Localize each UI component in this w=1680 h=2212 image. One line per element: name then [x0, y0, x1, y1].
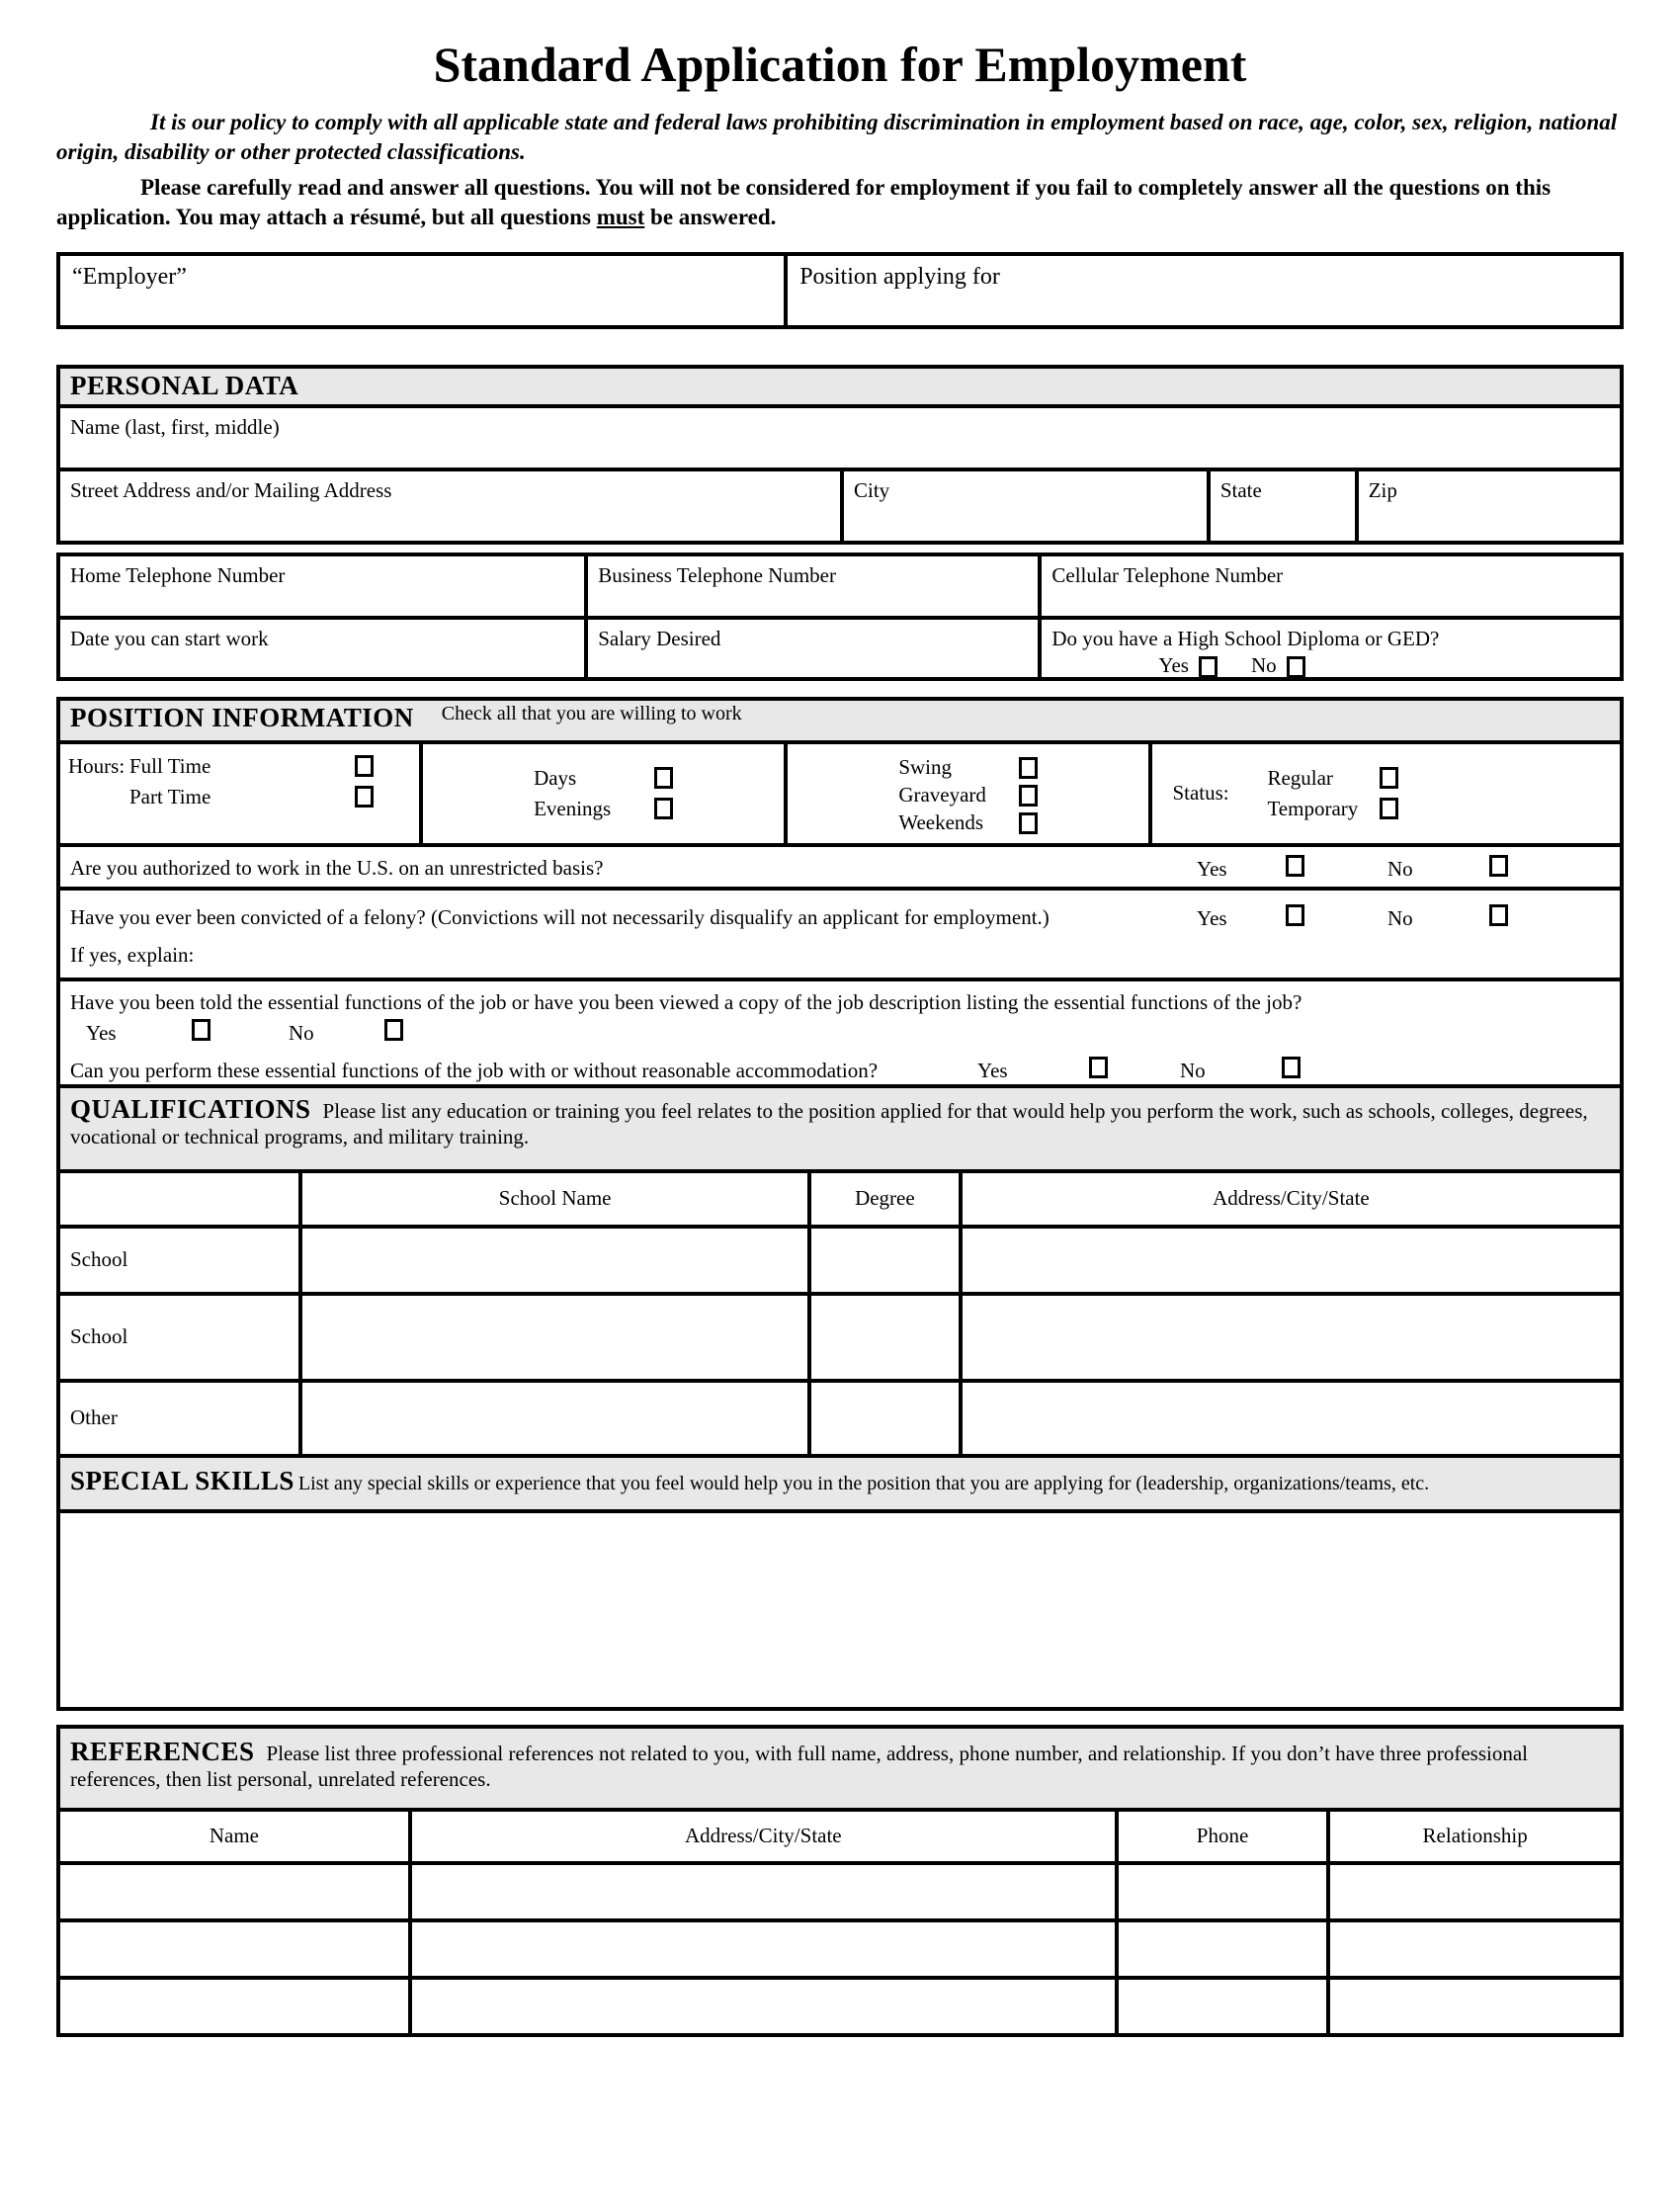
evenings-checkbox[interactable] — [654, 798, 673, 819]
references-description: Please list three professional references not related to you, with full name, address, phone number, and relationship. If you don’t have three professional references, then list personal, unrelated references. — [70, 1741, 1529, 1791]
temporary-checkbox[interactable] — [1380, 798, 1398, 819]
essential-functions-cell — [60, 981, 1620, 1084]
authorized-no-checkbox[interactable] — [1489, 855, 1508, 877]
policy-statement: It is our policy to comply with all applicable state and federal laws prohibiting discrimination in employment based on race, age, color, sex, religion, national origin, disability or other protected classifications. — [56, 110, 1618, 164]
city-field[interactable] — [840, 471, 1207, 541]
perform-question: Can you perform these essential functions of the job with or without reasonable accommodation? — [70, 1058, 879, 1082]
start-date-row — [60, 616, 1620, 677]
reference-2-name-field[interactable] — [60, 1922, 408, 1976]
address-row — [60, 468, 1620, 541]
employer-label: “Employer” — [72, 263, 187, 290]
qualifications-column-headers — [60, 1169, 1620, 1225]
references-section — [56, 1725, 1624, 2037]
perform-yes-checkbox[interactable] — [1089, 1057, 1108, 1078]
felony-yes-checkbox[interactable] — [1286, 904, 1304, 926]
telephone-row — [60, 556, 1620, 616]
position-information-header — [60, 701, 1620, 740]
diploma-yes-checkbox[interactable] — [1199, 656, 1218, 678]
authorized-no-label: No — [1387, 856, 1413, 881]
state-field[interactable] — [1207, 471, 1355, 541]
reference-3-relationship-field[interactable] — [1326, 1980, 1620, 2033]
reference-3-address-field[interactable] — [408, 1980, 1115, 2033]
perform-no-checkbox[interactable] — [1282, 1057, 1301, 1078]
salary-desired-label: Salary Desired — [598, 626, 721, 650]
evenings-label: Evenings — [534, 796, 612, 820]
authorized-yes-label: Yes — [1197, 856, 1227, 881]
qualifications-description: Please list any education or training you feel relates to the position applied for that would help you perform the work, such as schools, colleges, degrees, vocational or technical programs, and military training. — [70, 1098, 1588, 1149]
employer-position-table — [56, 252, 1624, 329]
ref-name-column-header: Name — [209, 1824, 260, 1848]
school-row-1-label: School — [70, 1247, 128, 1272]
application-form-page — [0, 38, 1680, 2212]
other-name-field[interactable] — [298, 1383, 806, 1454]
essential-no-label: No — [289, 1020, 314, 1045]
reference-row-2 — [60, 1918, 1620, 1976]
perform-question-line — [60, 1057, 1620, 1090]
home-phone-field[interactable] — [60, 556, 584, 616]
school-name-column-header: School Name — [298, 1173, 806, 1225]
temporary-label: Temporary — [1267, 796, 1359, 820]
references-header — [60, 1729, 1620, 1808]
reference-1-relationship-field[interactable] — [1326, 1865, 1620, 1918]
regular-label: Regular — [1267, 765, 1333, 790]
essential-yes-label: Yes — [86, 1020, 117, 1045]
special-skills-header — [60, 1454, 1620, 1509]
felony-cell[interactable] — [60, 891, 1620, 978]
graveyard-checkbox[interactable] — [1019, 785, 1038, 807]
full-time-label: Full Time — [129, 753, 211, 778]
position-information-subtitle: Check all that you are willing to work — [441, 702, 742, 724]
authorized-question: Are you authorized to work in the U.S. on an unrestricted basis? — [70, 855, 604, 880]
reference-row-1 — [60, 1861, 1620, 1918]
felony-no-label: No — [1387, 905, 1413, 930]
special-skills-description: List any special skills or experience that you feel would help you in the position that you are applying for (leadership, organizations/teams, etc. — [297, 1472, 1430, 1494]
perform-no-label: No — [1180, 1058, 1206, 1082]
diploma-yes-no — [1042, 653, 1620, 678]
personal-data-title: PERSONAL DATA — [70, 370, 299, 400]
school-2-degree-field[interactable] — [807, 1296, 959, 1379]
ref-address-column-header: Address/City/State — [408, 1812, 1115, 1861]
weekends-label: Weekends — [898, 810, 984, 835]
special-skills-field[interactable] — [60, 1513, 1620, 1707]
city-label: City — [854, 477, 890, 502]
special-skills-title: SPECIAL SKILLS — [70, 1465, 294, 1495]
position-information-title: POSITION INFORMATION — [70, 702, 414, 732]
shift-cell — [784, 744, 1148, 843]
diploma-no-checkbox[interactable] — [1287, 656, 1305, 678]
state-label: State — [1219, 477, 1262, 502]
name-field[interactable] — [60, 408, 1620, 468]
authorized-yes-checkbox[interactable] — [1286, 855, 1304, 877]
hours-label: Hours: — [68, 753, 126, 778]
days-checkbox[interactable] — [654, 767, 673, 789]
reference-3-name-field[interactable] — [60, 1980, 408, 2033]
swing-label: Swing — [898, 755, 952, 780]
felony-row — [60, 887, 1620, 978]
name-label: Name (last, first, middle) — [70, 414, 280, 439]
days-evenings-cell — [419, 744, 784, 843]
school-1-address-field[interactable] — [959, 1229, 1620, 1292]
name-row — [60, 404, 1620, 468]
personal-data-header — [60, 369, 1620, 404]
business-phone-label: Business Telephone Number — [598, 562, 836, 587]
felony-yes-label: Yes — [1197, 905, 1227, 930]
felony-no-checkbox[interactable] — [1489, 904, 1508, 926]
regular-checkbox[interactable] — [1380, 767, 1398, 789]
zip-field[interactable] — [1355, 471, 1620, 541]
diploma-field — [1038, 620, 1620, 677]
references-title: REFERENCES — [70, 1736, 255, 1766]
school-row-1 — [60, 1225, 1620, 1292]
diploma-no-label: No — [1250, 652, 1277, 677]
business-phone-field[interactable] — [584, 556, 1038, 616]
personal-data-section — [56, 365, 1624, 545]
instructions-statement — [56, 173, 1624, 232]
start-date-field[interactable] — [60, 620, 584, 677]
felony-question: Have you ever been convicted of a felony? (Convictions will not necessarily disqualify an applicant for employment.) — [70, 904, 1050, 929]
instructions-emphasis: must — [596, 204, 645, 229]
employer-field[interactable] — [60, 256, 784, 325]
full-time-checkbox[interactable] — [355, 755, 374, 777]
reference-1-name-field[interactable] — [60, 1865, 408, 1918]
part-time-checkbox[interactable] — [355, 786, 374, 808]
qualifications-header — [60, 1084, 1620, 1169]
school-2-name-field[interactable] — [298, 1296, 806, 1379]
reference-1-address-field[interactable] — [408, 1865, 1115, 1918]
qualifications-title: QUALIFICATIONS — [70, 1093, 311, 1124]
school-row-2-label: School — [70, 1324, 128, 1349]
hours-row — [60, 740, 1620, 843]
essential-question: Have you been told the essential functions of the job or have you been viewed a copy of the job description listing the essential functions of the job? — [70, 989, 1302, 1014]
cellular-phone-field[interactable] — [1038, 556, 1620, 616]
other-row-label: Other — [70, 1405, 118, 1430]
reference-2-phone-field[interactable] — [1115, 1922, 1327, 1976]
essential-yes-checkbox[interactable] — [192, 1019, 210, 1041]
ref-relationship-column-header: Relationship — [1326, 1812, 1620, 1861]
graveyard-label: Graveyard — [898, 783, 986, 808]
essential-no-checkbox[interactable] — [384, 1019, 403, 1041]
essential-functions-row — [60, 978, 1620, 1084]
part-time-label: Part Time — [129, 784, 211, 808]
school-1-name-field[interactable] — [298, 1229, 806, 1292]
zip-label: Zip — [1368, 477, 1397, 502]
cellular-phone-label: Cellular Telephone Number — [1051, 562, 1284, 587]
instructions-text-before: Please carefully read and answer all questions. You will not be considered for employment if you fail to completely answer all the questions on this application. You may attach a résumé, but all questions — [56, 174, 1552, 229]
street-address-field[interactable] — [60, 471, 840, 541]
authorized-cell — [60, 847, 1620, 887]
reference-2-relationship-field[interactable] — [1326, 1922, 1620, 1976]
ref-phone-column-header: Phone — [1115, 1812, 1327, 1861]
start-date-label: Date you can start work — [70, 626, 269, 650]
reference-2-address-field[interactable] — [408, 1922, 1115, 1976]
hours-cell — [60, 744, 419, 843]
position-applying-for-label: Position applying for — [799, 263, 1000, 290]
home-phone-label: Home Telephone Number — [70, 562, 286, 587]
special-skills-row — [60, 1509, 1620, 1707]
weekends-checkbox[interactable] — [1019, 812, 1038, 834]
felony-explain-label: If yes, explain: — [70, 942, 195, 967]
reference-3-phone-field[interactable] — [1115, 1980, 1327, 2033]
page-title: Standard Application for Employment — [433, 37, 1247, 92]
qualifications-corner-cell — [60, 1173, 298, 1225]
reference-row-3 — [60, 1976, 1620, 2033]
essential-yes-no-line — [60, 1015, 1620, 1051]
degree-column-header: Degree — [807, 1173, 959, 1225]
other-row — [60, 1379, 1620, 1454]
status-label: Status: — [1172, 781, 1229, 806]
days-label: Days — [534, 765, 577, 790]
salary-desired-field[interactable] — [584, 620, 1038, 677]
diploma-question: Do you have a High School Diploma or GED? — [1051, 626, 1440, 650]
school-1-degree-field[interactable] — [807, 1229, 959, 1292]
other-address-field[interactable] — [959, 1383, 1620, 1454]
qual-address-column-header: Address/City/State — [959, 1173, 1620, 1225]
position-applying-for-field[interactable] — [784, 256, 1620, 325]
diploma-yes-label: Yes — [1158, 652, 1189, 677]
school-2-address-field[interactable] — [959, 1296, 1620, 1379]
swing-checkbox[interactable] — [1019, 757, 1038, 779]
perform-yes-label: Yes — [977, 1058, 1008, 1082]
school-row-2 — [60, 1292, 1620, 1379]
references-column-headers — [60, 1808, 1620, 1861]
status-cell — [1148, 744, 1620, 843]
contact-table — [56, 553, 1624, 681]
authorized-row — [60, 843, 1620, 887]
position-information-section — [56, 697, 1624, 1711]
street-address-label: Street Address and/or Mailing Address — [70, 477, 392, 502]
instructions-text-after: be answered. — [644, 204, 777, 229]
other-degree-field[interactable] — [807, 1383, 959, 1454]
reference-1-phone-field[interactable] — [1115, 1865, 1327, 1918]
